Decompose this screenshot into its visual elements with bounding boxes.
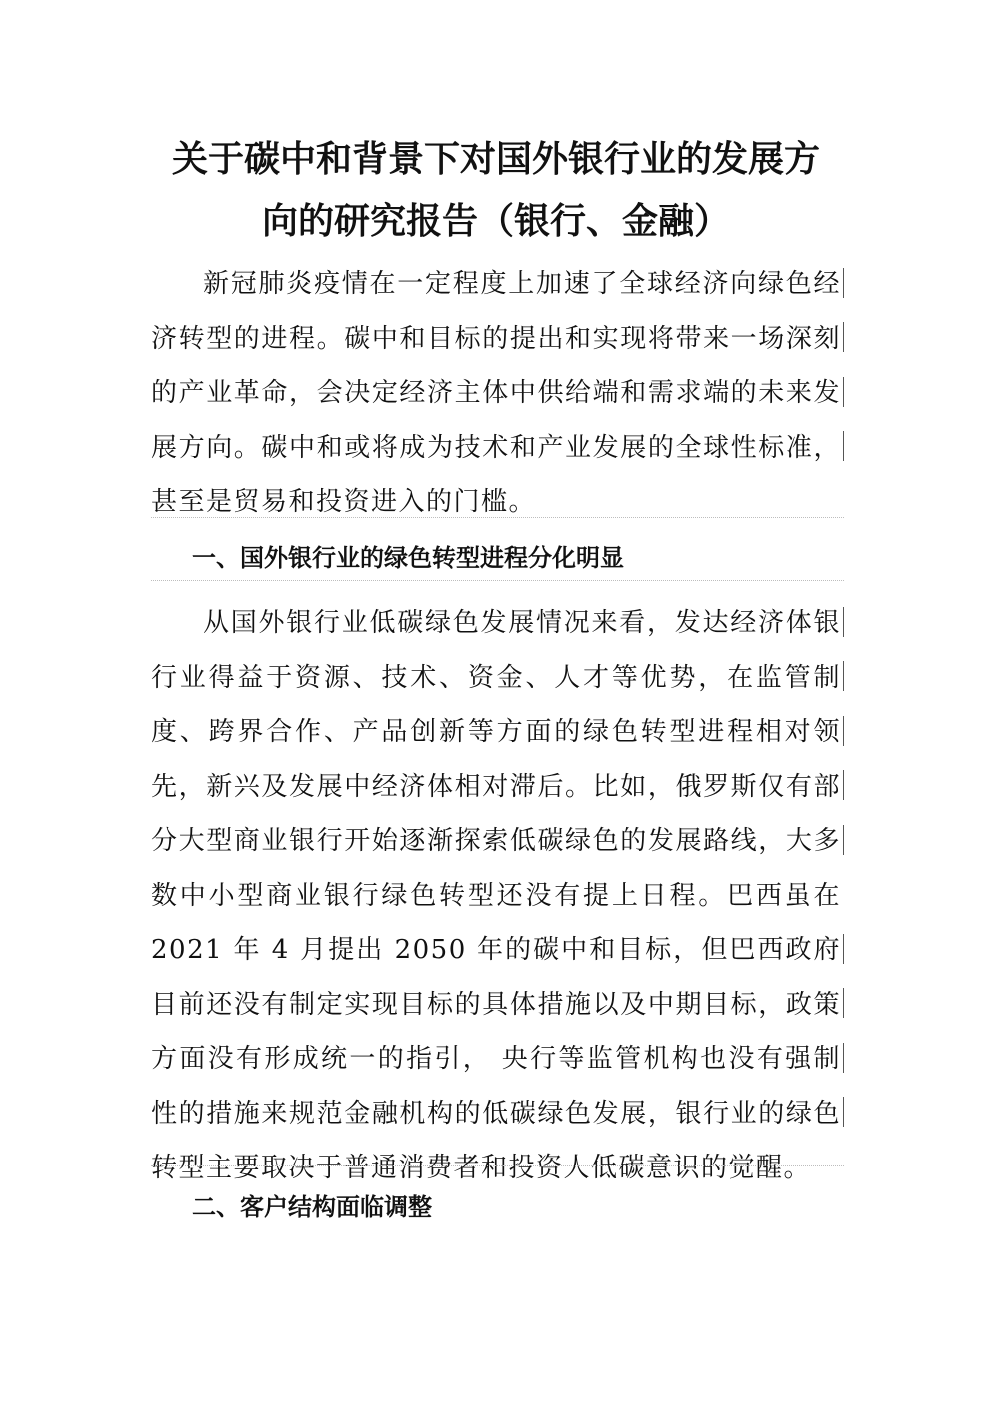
margin-mark (843, 661, 844, 691)
margin-mark (843, 268, 844, 298)
paragraph-divider (151, 1165, 844, 1166)
margin-mark (843, 322, 844, 352)
margin-mark (843, 607, 844, 637)
paragraph-divider (151, 517, 844, 518)
margin-mark (843, 770, 844, 800)
margin-mark (843, 1097, 844, 1127)
section-1-paragraph: 从国外银行业低碳绿色发展情况来看，发达经济体银行业得益于资源、技术、资金、人才等优势，在监管制度、跨界合作、产品创新等方面的绿色转型进程相对领先，新兴及发展中经济体相对滞后。比如，俄罗斯仅有部分大型商业银行开始逐渐探索低碳绿色的发展路线，大多数中小型商业银行绿色转型还没有提上日程。巴西虽在 2021 年 4 月提出 2050 年的碳中和目标，但巴西政府目前还没有制定实现目标的具体措施以及中期目标，政策方面没有形成统一的指引， 央行等监管机构也没有强制性的措施来规范金融机构的低碳绿色发展，银行业的绿色转型主要取决于普通消费者和投资人低碳意识的觉醒。 (151, 608, 841, 1183)
margin-mark (843, 431, 844, 461)
margin-mark (843, 716, 844, 746)
margin-mark (843, 988, 844, 1018)
margin-mark (843, 934, 844, 964)
intro-paragraph: 新冠肺炎疫情在一定程度上加速了全球经济向绿色经济转型的进程。碳中和目标的提出和实现将带来一场深刻的产业革命，会决定经济主体中供给端和需求端的未来发展方向。碳中和或将成为技术和产业发展的全球性标准，甚至是贸易和投资进入的门槛。 (151, 269, 841, 517)
margin-mark (843, 1043, 844, 1073)
section-2-heading: 二、客户结构面临调整 (192, 1193, 432, 1221)
paragraph-divider (151, 580, 844, 581)
margin-mark (843, 377, 844, 407)
title-line-1: 关于碳中和背景下对国外银行业的发展方 (171, 138, 820, 180)
section-1-heading: 一、国外银行业的绿色转型进程分化明显 (192, 544, 624, 572)
margin-mark (843, 825, 844, 855)
document-title (120, 128, 872, 252)
title-line-2: 向的研究报告（银行、金融） (261, 200, 730, 242)
